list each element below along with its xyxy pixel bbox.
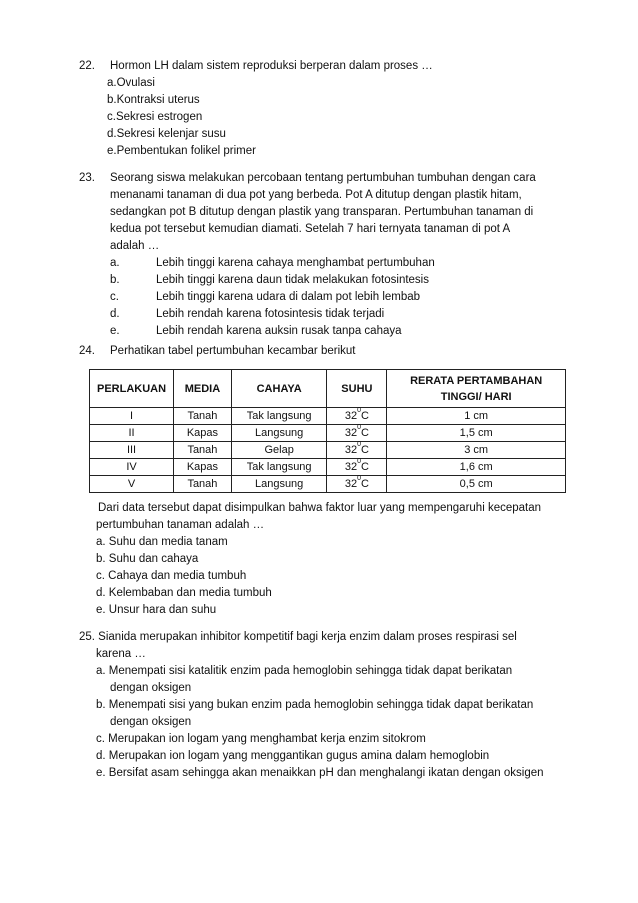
growth-table	[89, 369, 566, 493]
cell-suhu: $32^0C$	[327, 425, 387, 442]
cell-perlakuan: I	[90, 408, 174, 425]
cell-rerata: 3 cm	[387, 442, 566, 459]
table-row	[90, 442, 566, 459]
q23-option-e: e. Lebih rendah karena auksin rusak tanpa cahaya	[110, 325, 402, 337]
q25-option-b-cont: dengan oksigen	[110, 716, 192, 728]
q22-option-e: e.Pembentukan folikel primer	[107, 145, 256, 157]
cell-cahaya: Langsung	[231, 425, 327, 442]
cell-suhu: $32^0C$	[327, 459, 387, 476]
cell-cahaya: Tak langsung	[231, 408, 327, 425]
q25-option-d: d. Merupakan ion logam yang menggantikan gugus amina dalam hemoglobin	[96, 750, 490, 762]
q22-option-b: b.Kontraksi uterus	[107, 94, 200, 106]
q24-question: Perhatikan tabel pertumbuhan kecambar berikut	[110, 345, 356, 357]
q25-option-e: e. Bersifat asam sehingga akan menaikkan pH dan menghalangi ikatan dengan oksigen	[96, 767, 544, 779]
q23-option-c: c. Lebih tinggi karena udara di dalam pot lebih lembab	[110, 291, 421, 303]
cell-suhu: $32^0C$	[327, 442, 387, 459]
table-row	[90, 408, 566, 425]
cell-rerata: 1 cm	[387, 408, 566, 425]
q24-option-e: e. Unsur hara dan suhu	[96, 604, 217, 616]
cell-cahaya: Tak langsung	[231, 459, 327, 476]
table-header-row	[90, 370, 566, 408]
q25-option-b: b. Menempati sisi yang bukan enzim pada hemoglobin sehingga tidak dapat berikatan	[96, 699, 534, 711]
q24-option-c: c. Cahaya dan media tumbuh	[96, 570, 247, 582]
col-header-cahaya: CAHAYA	[231, 370, 327, 408]
cell-suhu: $32^0C$	[327, 408, 387, 425]
q24-number: 24.	[79, 345, 95, 357]
cell-media: Kapas	[174, 459, 232, 476]
table-row	[90, 476, 566, 493]
cell-media: Tanah	[174, 442, 232, 459]
col-header-rerata: RERATA PERTAMBAHAN TINGGI/ HARI	[387, 370, 566, 408]
q23-option-d: d. Lebih rendah karena fotosintesis tidak terjadi	[110, 308, 385, 320]
cell-media: Tanah	[174, 408, 232, 425]
table-row	[90, 425, 566, 442]
cell-perlakuan: II	[90, 425, 174, 442]
q25-question-line: karena …	[96, 648, 146, 660]
q23-question-line: menanami tanaman di dua pot yang berbeda. Pot A ditutup dengan plastik hitam,	[110, 189, 522, 201]
cell-media: Tanah	[174, 476, 232, 493]
cell-rerata: 1,6 cm	[387, 459, 566, 476]
q25-option-c: c. Merupakan ion logam yang menghambat kerja enzim sitokrom	[96, 733, 426, 745]
cell-cahaya: Langsung	[231, 476, 327, 493]
col-header-suhu: SUHU	[327, 370, 387, 408]
q25-question-line: 25. Sianida merupakan inhibitor kompetitif bagi kerja enzim dalam proses respirasi sel	[79, 631, 517, 643]
q23-number: 23.	[79, 172, 95, 184]
q23-option-b: b. Lebih tinggi karena daun tidak melakukan fotosintesis	[110, 274, 429, 286]
q22-question: Hormon LH dalam sistem reproduksi berperan dalam proses …	[110, 60, 433, 72]
cell-media: Kapas	[174, 425, 232, 442]
q23-question-line: Seorang siswa melakukan percobaan tentang pertumbuhan tumbuhan dengan cara	[110, 172, 536, 184]
cell-cahaya: Gelap	[231, 442, 327, 459]
cell-perlakuan: IV	[90, 459, 174, 476]
col-header-media: MEDIA	[174, 370, 232, 408]
q23-question-line: sedangkan pot B ditutup dengan plastik yang transparan. Pertumbuhan tanaman di	[110, 206, 534, 218]
cell-rerata: 0,5 cm	[387, 476, 566, 493]
q24-option-d: d. Kelembaban dan media tumbuh	[96, 587, 272, 599]
col-header-perlakuan: PERLAKUAN	[90, 370, 174, 408]
q22-number: 22.	[79, 60, 95, 72]
q25-option-a-cont: dengan oksigen	[110, 682, 192, 694]
q22-option-c: c.Sekresi estrogen	[107, 111, 203, 123]
cell-suhu: $32^0C$	[327, 476, 387, 493]
q24-option-a: a. Suhu dan media tanam	[96, 536, 228, 548]
cell-perlakuan: V	[90, 476, 174, 493]
cell-rerata: 1,5 cm	[387, 425, 566, 442]
q23-question-line: kedua pot tersebut kemudian diamati. Setelah 7 hari ternyata tanaman di pot A	[110, 223, 511, 235]
q22-option-d: d.Sekresi kelenjar susu	[107, 128, 226, 140]
q25-option-a: a. Menempati sisi katalitik enzim pada hemoglobin sehingga tidak dapat berikatan	[96, 665, 513, 677]
q24-option-b: b. Suhu dan cahaya	[96, 553, 199, 565]
table-row	[90, 459, 566, 476]
q23-question-line: adalah …	[110, 240, 160, 252]
q22-option-a: a.Ovulasi	[107, 77, 155, 89]
q24-followup-line: pertumbuhan tanaman adalah …	[96, 519, 265, 531]
q24-followup-line: Dari data tersebut dapat disimpulkan bahwa faktor luar yang mempengaruhi kecepatan	[98, 502, 542, 514]
cell-perlakuan: III	[90, 442, 174, 459]
q23-option-a: a. Lebih tinggi karena cahaya menghambat pertumbuhan	[110, 257, 435, 269]
